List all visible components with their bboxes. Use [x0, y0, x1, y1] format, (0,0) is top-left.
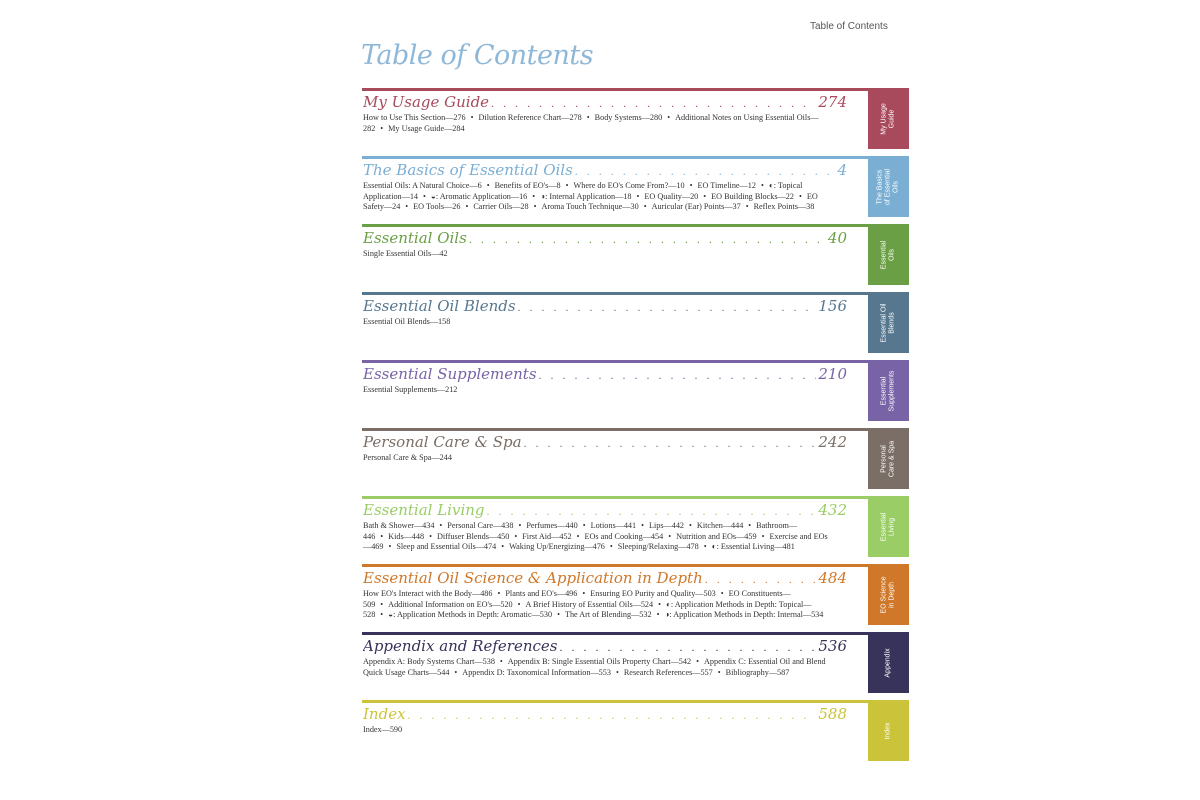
toc-section — [362, 292, 909, 354]
bullet-separator: • — [388, 542, 392, 551]
bullet-separator: • — [423, 191, 426, 201]
section-rule — [362, 292, 870, 295]
toc-entry[interactable]: Lotions—441 — [590, 521, 637, 530]
toc-entry[interactable]: Bath & Shower—434 — [363, 521, 435, 530]
toc-entry[interactable]: EO Timeline—12 — [697, 181, 756, 190]
section-entries — [363, 249, 833, 260]
section-title[interactable]: My Usage Guide — [363, 93, 490, 111]
toc-entry[interactable]: Plants and EO's—496 — [505, 589, 578, 598]
section-tab[interactable] — [868, 292, 909, 353]
section-heading[interactable] — [363, 501, 847, 519]
toc-entry[interactable]: Single Essential Oils—42 — [363, 249, 448, 258]
bullet-separator: • — [658, 599, 661, 609]
section-entries — [363, 113, 833, 134]
section-tab[interactable] — [868, 496, 909, 557]
section-page-number: 536 — [818, 637, 847, 655]
section-page-number: 484 — [818, 569, 847, 587]
toc-section — [362, 632, 909, 694]
toc-section — [362, 156, 909, 218]
section-tab[interactable] — [868, 224, 909, 285]
bullet-separator: • — [689, 521, 692, 530]
dot-leader — [559, 640, 816, 655]
bullet-separator: • — [557, 610, 560, 619]
bullet-separator: • — [514, 531, 518, 541]
section-page-number: 242 — [818, 433, 847, 451]
section-tab-label: EO Science in Depth — [880, 576, 896, 613]
toc-entry[interactable]: Aroma Touch Technique—30 — [541, 202, 639, 211]
bullet-separator: • — [405, 202, 409, 211]
bullet-separator: • — [470, 113, 474, 122]
bullet-separator: • — [656, 610, 660, 619]
bullet-separator: • — [576, 531, 580, 541]
bullet-separator: • — [615, 667, 619, 677]
toc-entry[interactable]: Essential Supplements—212 — [363, 385, 458, 394]
toc-entry[interactable]: Additional Notes on Using Essential Oils—282 — [363, 113, 819, 133]
toc-entry[interactable]: ◑: Internal Application—18 — [540, 191, 632, 201]
toc-entry[interactable]: Benefits of EO's—8 — [494, 181, 561, 190]
toc-entry[interactable]: Personal Care & Spa—244 — [363, 453, 452, 462]
bullet-separator: • — [380, 531, 384, 541]
dot-leader — [408, 708, 817, 723]
bullet-separator: • — [643, 202, 647, 211]
toc-section — [362, 700, 909, 762]
section-rule — [362, 428, 870, 431]
toc-entry[interactable]: ◐: Topical Application—14 — [363, 181, 803, 201]
section-heading[interactable] — [363, 93, 847, 111]
bullet-separator: • — [689, 181, 693, 190]
bullet-separator: • — [761, 531, 765, 541]
section-entries — [363, 317, 833, 328]
bullet-separator: • — [486, 181, 490, 190]
toc-entry[interactable]: My Usage Guide—284 — [388, 123, 465, 133]
toc-entry[interactable]: EO Quality—20 — [644, 191, 699, 201]
section-entries — [363, 453, 833, 464]
section-tab[interactable] — [868, 156, 909, 217]
toc-entry[interactable]: ◐: Essential Living—481 — [711, 542, 795, 551]
section-tab[interactable] — [868, 428, 909, 489]
bullet-separator: • — [517, 599, 521, 609]
dot-leader — [539, 368, 817, 383]
section-tab[interactable] — [868, 700, 909, 761]
toc-entry[interactable]: Lips—442 — [649, 521, 685, 530]
section-title[interactable]: Index — [363, 705, 406, 723]
toc-entry[interactable]: ◑: Application Methods in Depth: Internal—534 — [664, 610, 824, 619]
toc-entry[interactable]: Carrier Oils—28 — [473, 202, 529, 211]
toc-section — [362, 224, 909, 286]
section-entries — [363, 521, 833, 553]
toc-entry[interactable]: Perfumes—440 — [526, 521, 578, 530]
section-heading[interactable] — [363, 433, 847, 451]
section-tab-label: Essential Supplements — [880, 370, 896, 411]
toc-entry[interactable]: Exercise and EOs—469 — [363, 531, 828, 551]
toc-entry[interactable]: Essential Oil Blends—158 — [363, 317, 451, 326]
bullet-separator: • — [380, 599, 384, 609]
bullet-separator: • — [380, 123, 384, 133]
bullet-separator: • — [641, 521, 644, 530]
toc-entry[interactable]: Appendix B: Single Essential Oils Property Chart—542 — [507, 657, 692, 666]
toc-entry[interactable]: Where do EO's Come From?—10 — [573, 181, 685, 190]
toc-entry[interactable]: Essential Oils: A Natural Choice—6 — [363, 181, 482, 190]
toc-entry[interactable]: Nutrition and EOs—459 — [676, 531, 757, 541]
section-rule — [362, 496, 870, 499]
section-title[interactable]: Essential Living — [363, 501, 485, 519]
section-tab-label: Essential Oils — [880, 240, 896, 269]
toc-entry[interactable]: Diffuser Blends—450 — [436, 531, 510, 541]
toc-entry[interactable]: EO Safety—24 — [363, 191, 818, 211]
section-tab[interactable] — [868, 564, 909, 625]
toc-entry[interactable]: Personal Care—438 — [447, 521, 514, 530]
section-heading[interactable] — [363, 365, 847, 383]
bullet-separator: • — [532, 191, 536, 201]
bullet-separator: • — [429, 531, 432, 541]
bullet-separator: • — [454, 667, 458, 677]
bullet-separator: • — [565, 181, 569, 190]
page-title: Table of Contents — [361, 40, 594, 71]
running-head: Table of Contents — [810, 21, 888, 32]
bullet-separator: • — [533, 202, 537, 211]
bullet-separator: • — [582, 589, 586, 598]
section-tab-label: Essential Living — [880, 512, 896, 541]
bullet-separator: • — [609, 542, 613, 551]
dot-leader — [524, 436, 817, 451]
toc-entry[interactable]: Appendix C: Essential Oil and Blend Quick Usage Charts—544 — [363, 657, 826, 677]
toc-section — [362, 428, 909, 490]
bullet-separator: • — [668, 531, 672, 541]
section-page-number: 156 — [818, 297, 847, 315]
section-heading[interactable] — [363, 637, 847, 655]
section-tab-label: The Basics of Essential Oils — [876, 168, 900, 205]
bullet-separator: • — [380, 610, 384, 619]
bullet-separator: • — [465, 202, 469, 211]
dot-leader — [518, 300, 817, 315]
toc-entry[interactable]: First Aid—452 — [522, 531, 572, 541]
toc-entry[interactable]: Reflex Points—38 — [753, 202, 815, 211]
toc-entry[interactable]: ◒: Application Methods in Depth: Aromatic—530 — [388, 610, 553, 619]
section-rule — [362, 700, 870, 703]
bullet-separator: • — [497, 589, 501, 598]
bullet-separator: • — [518, 521, 522, 530]
toc-entry[interactable]: Body Systems—280 — [594, 113, 663, 122]
bullet-separator: • — [667, 113, 671, 122]
toc-section — [362, 360, 909, 422]
toc-entry[interactable]: EO Building Blocks—22 — [711, 191, 794, 201]
section-title[interactable]: Essential Oils — [363, 229, 467, 247]
toc-entry[interactable]: Appendix A: Body Systems Chart—538 — [363, 657, 495, 666]
section-page-number: 40 — [827, 229, 847, 247]
toc-entry[interactable]: EO Tools—26 — [413, 202, 461, 211]
section-heading[interactable] — [363, 569, 847, 587]
toc-entry[interactable]: ◐: Application Methods in Depth: Topical—528 — [363, 599, 812, 619]
section-rule — [362, 88, 870, 91]
section-title[interactable]: Appendix and References — [363, 637, 558, 655]
bullet-separator: • — [760, 181, 764, 190]
toc-entry[interactable]: A Brief History of Essential Oils—524 — [525, 599, 654, 609]
bullet-separator: • — [696, 657, 699, 666]
dot-leader — [575, 164, 836, 179]
toc-entry[interactable]: Index—590 — [363, 725, 403, 734]
toc-entry[interactable]: Sleeping/Relaxing—478 — [617, 542, 699, 551]
section-page-number: 432 — [818, 501, 847, 519]
toc-section — [362, 88, 909, 150]
dot-leader — [705, 572, 817, 587]
bullet-separator: • — [501, 542, 505, 551]
bullet-separator: • — [586, 113, 590, 122]
toc-entry[interactable]: Additional Information on EO's—520 — [388, 599, 513, 609]
bullet-separator: • — [636, 191, 640, 201]
toc-entry[interactable]: Kitchen—444 — [696, 521, 744, 530]
section-tab-label: Appendix — [884, 647, 892, 678]
toc-entry[interactable]: Bibliography—587 — [725, 667, 790, 677]
toc-entry[interactable]: Auricular (Ear) Points—37 — [651, 202, 741, 211]
section-tab[interactable] — [868, 632, 909, 693]
section-title[interactable]: Essential Oil Blends — [363, 297, 516, 315]
section-page-number: 588 — [818, 705, 847, 723]
section-entries — [363, 725, 833, 736]
section-heading[interactable] — [363, 705, 847, 723]
dot-leader — [491, 96, 816, 111]
bullet-separator: • — [720, 589, 724, 598]
toc-entry[interactable]: Ensuring EO Purity and Quality—503 — [590, 589, 716, 598]
dot-leader — [487, 504, 817, 519]
section-heading[interactable] — [363, 161, 847, 179]
section-tab[interactable] — [868, 88, 909, 149]
section-heading[interactable] — [363, 297, 847, 315]
toc-entry[interactable]: Kids—448 — [388, 531, 425, 541]
toc-entry[interactable]: Research References—557 — [623, 667, 713, 677]
dot-leader — [469, 232, 826, 247]
section-tab-label: Personal Care & Spa — [880, 440, 896, 477]
section-entries — [363, 589, 833, 621]
section-entries — [363, 181, 833, 213]
section-page-number: 210 — [818, 365, 847, 383]
toc-entry[interactable]: Appendix D: Taxonomical Information—553 — [462, 667, 611, 677]
bullet-separator: • — [745, 202, 749, 211]
toc-entry[interactable]: Waking Up/Energizing—476 — [509, 542, 605, 551]
section-page-number: 4 — [837, 161, 847, 179]
toc-section — [362, 496, 909, 558]
section-title[interactable]: Essential Oil Science & Application in Depth — [363, 569, 703, 587]
bullet-separator: • — [748, 521, 752, 530]
section-page-number: 274 — [818, 93, 847, 111]
toc-entry[interactable]: Bathroom—446 — [363, 521, 798, 541]
toc-entry[interactable]: The Art of Blending—532 — [564, 610, 652, 619]
section-title[interactable]: Personal Care & Spa — [363, 433, 522, 451]
toc-entry[interactable]: ◒: Aromatic Application—16 — [430, 191, 528, 201]
section-rule — [362, 632, 870, 635]
section-rule — [362, 564, 870, 567]
toc-entry[interactable]: How to Use This Section—276 — [363, 113, 466, 122]
section-title[interactable]: Essential Supplements — [363, 365, 537, 383]
section-title[interactable]: The Basics of Essential Oils — [363, 161, 573, 179]
section-tab-label: My Usage Guide — [880, 102, 896, 135]
toc-entry[interactable]: How EO's Interact with the Body—486 — [363, 589, 493, 598]
section-entries — [363, 385, 833, 396]
toc-entry[interactable]: Sleep and Essential Oils—474 — [396, 542, 497, 551]
section-rule — [362, 360, 870, 363]
toc-entry[interactable]: Dilution Reference Chart—278 — [478, 113, 582, 122]
bullet-separator: • — [582, 521, 586, 530]
section-heading[interactable] — [363, 229, 847, 247]
bullet-separator: • — [703, 542, 707, 551]
toc-section — [362, 564, 909, 626]
toc-entry[interactable]: EOs and Cooking—454 — [584, 531, 664, 541]
section-rule — [362, 156, 870, 159]
section-entries — [363, 657, 833, 678]
toc-entry[interactable]: EO Constituents—509 — [363, 589, 791, 609]
section-tab-label: Index — [884, 721, 892, 740]
bullet-separator: • — [703, 191, 707, 201]
section-tab-label: Essential Oil Blends — [880, 303, 896, 342]
section-tab[interactable] — [868, 360, 909, 421]
bullet-separator: • — [717, 667, 721, 677]
section-rule — [362, 224, 870, 227]
bullet-separator: • — [499, 657, 503, 666]
bullet-separator: • — [798, 191, 802, 201]
bullet-separator: • — [439, 521, 443, 530]
